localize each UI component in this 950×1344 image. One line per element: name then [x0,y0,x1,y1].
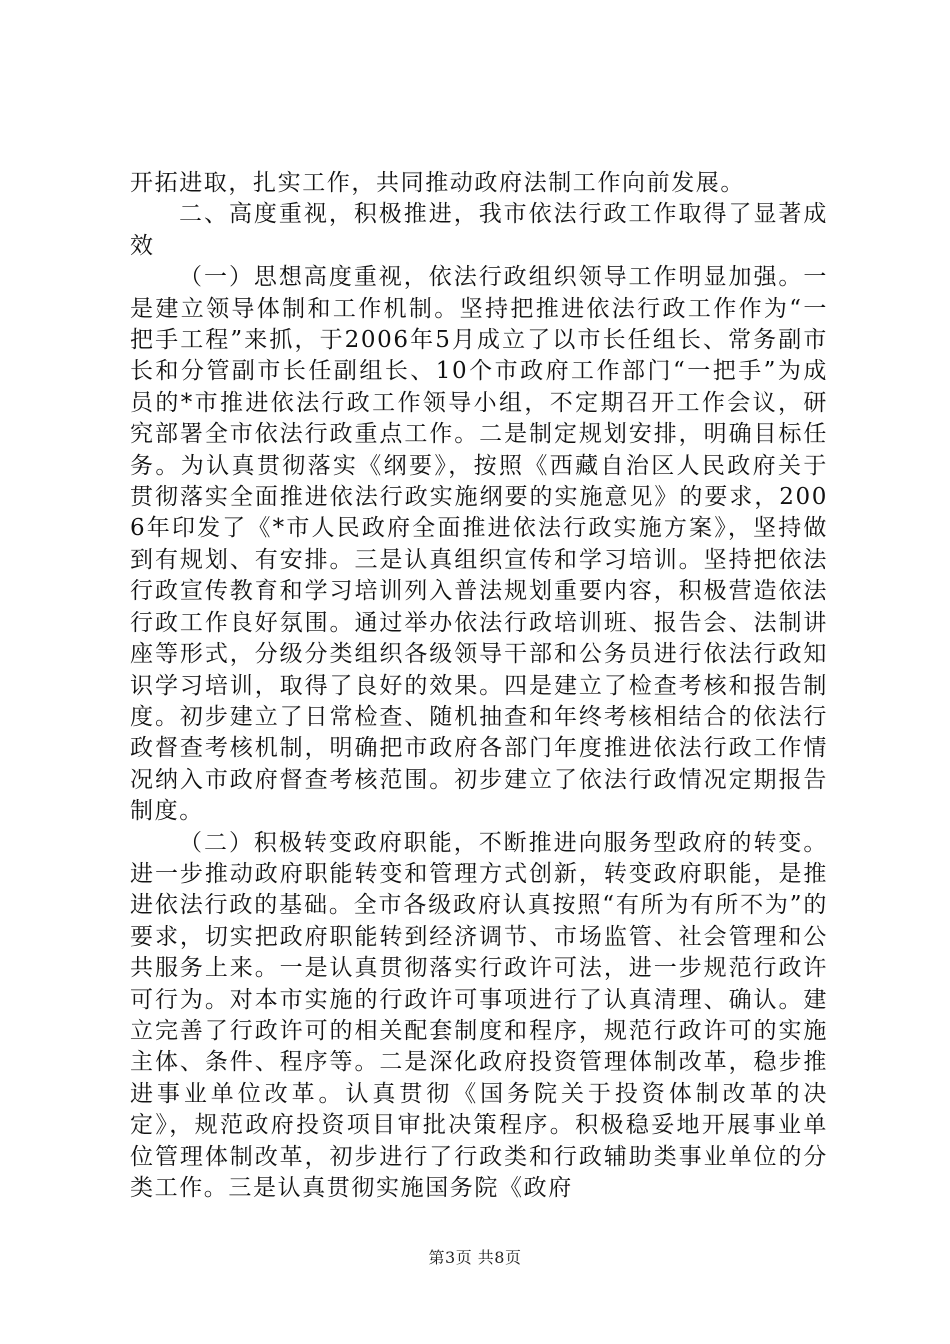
paragraph-4: （二）积极转变政府职能，不断推进向服务型政府的转变。进一步推动政府职能转变和管理方式创新，转变政府职能，是推进依法行政的基础。全市各级政府认真按照“有所为有所不为”的要求，切实把政府职能转到经济调节、市场监管、社会管理和公共服务上来。一是认真贯彻落实行政许可法，进一步规范行政许可行为。对本市实施的行政许可事项进行了认真清理、确认。建立完善了行政许可的相关配套制度和程序，规范行政许可的实施主体、条件、程序等。二是深化政府投资管理体制改革，稳步推进事业单位改革。认真贯彻《国务院关于投资体制改革的决定》，规范政府投资项目审批决策程序。积极稳妥地开展事业单位管理体制改革，初步进行了行政类和行政辅助类事业单位的分类工作。三是认真贯彻实施国务院《政府 [130,829,828,1201]
page-footer: 第3页 共8页 [428,1248,522,1267]
document-body [130,168,828,1204]
paragraph-1: 开拓进取，扎实工作，共同推动政府法制工作向前发展。 [130,170,745,196]
paragraph-3: （一）思想高度重视，依法行政组织领导工作明显加强。一是建立领导体制和工作机制。坚持把推进依法行政工作作为“一把手工程”来抓，于2006年5月成立了以市长任组长、常务副市长和分管副市长任副组长、10个市政府工作部门“一把手”为成员的*市推进依法行政工作领导小组，不定期召开工作会议，研究部署全市依法行政重点工作。二是制定规划安排，明确目标任务。为认真贯彻落实《纲要》，按照《西藏自治区人民政府关于贯彻落实全面推进依法行政实施纲要的实施意见》的要求，2006年印发了《*市人民政府全面推进依法行政实施方案》，坚持做到有规划、有安排。三是认真组织宣传和学习培训。坚持把依法行政宣传教育和学习培训列入普法规划重要内容，积极营造依法行政工作良好氛围。通过举办依法行政培训班、报告会、法制讲座等形式，分级分类组织各级领导干部和公务员进行依法行政知识学习培训，取得了良好的效果。四是建立了检查考核和报告制度。初步建立了日常检查、随机抽查和年终考核相结合的依法行政督查考核机制，明确把市政府各部门年度推进依法行政工作情况纳入市政府督查考核范围。初步建立了依法行政情况定期报告制度。 [130,264,828,825]
paragraph-2-heading: 二、高度重视，积极推进，我市依法行政工作取得了显著成效 [130,201,828,259]
